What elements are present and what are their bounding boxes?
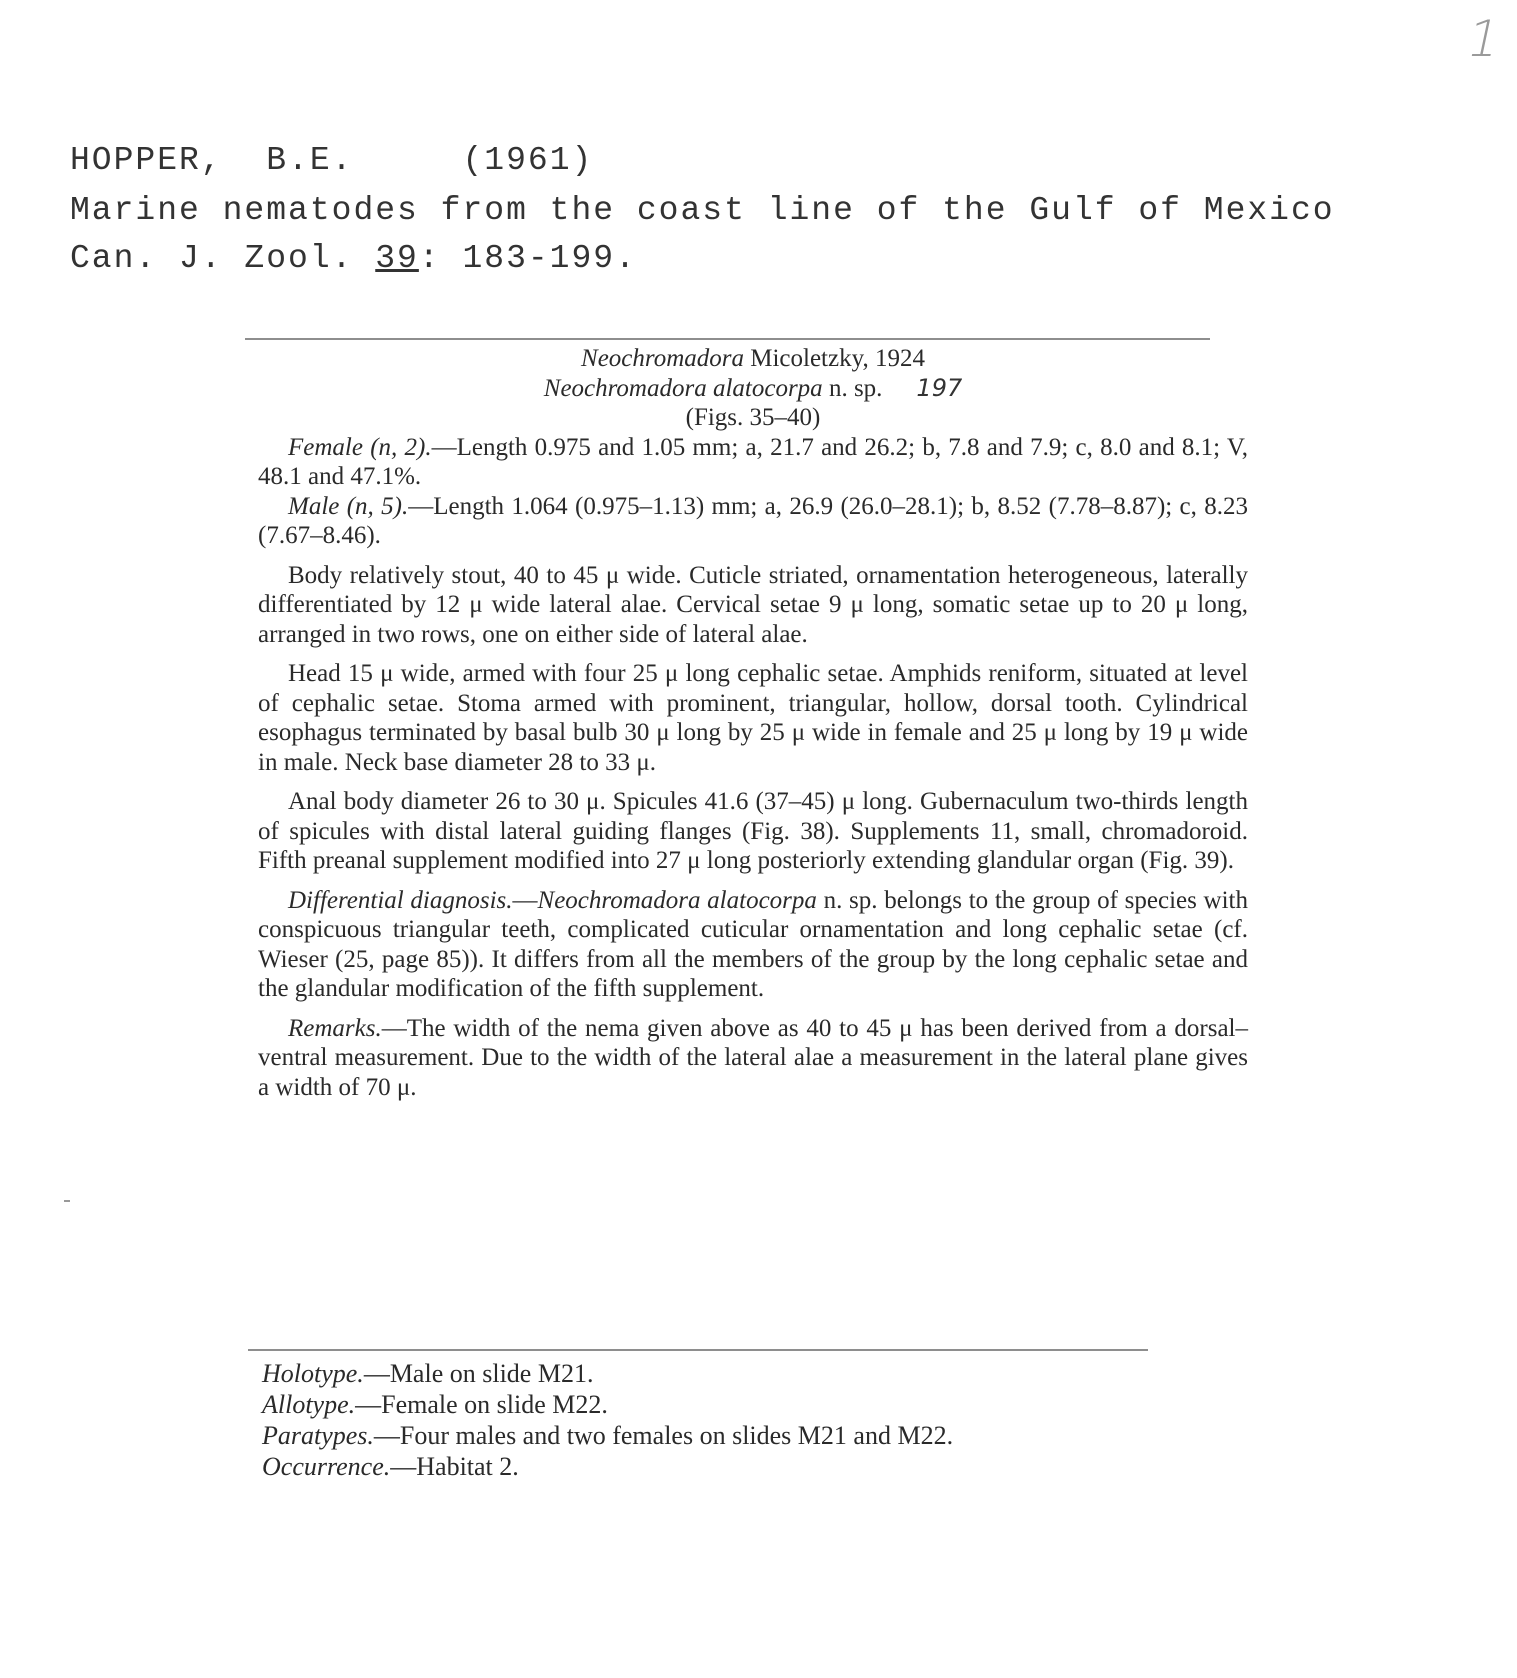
allotype-line xyxy=(262,1389,953,1420)
anal-description: Anal body diameter 26 to 30 μ. Spicules 41.6 (37–45) μ long. Gubernaculum two-thirds length of spicules with distal lateral guiding flanges (Fig. 38). Supplements 11, small, chromadoroid. Fifth preanal supplement modified into 27 μ long posteriorly extending glandular organ (Fig. 39). xyxy=(258,788,1248,874)
genus-author: Micoletzky, 1924 xyxy=(743,345,925,372)
differential-diagnosis xyxy=(258,886,1248,1004)
type-material xyxy=(262,1358,953,1482)
diagnosis-label: Differential diagnosis. xyxy=(288,886,513,914)
figures-ref: (Figs. 35–40) xyxy=(685,404,821,431)
citation-author: HOPPER, B.E. xyxy=(70,142,354,179)
male-measurements xyxy=(258,492,1248,551)
female-label: Female xyxy=(288,433,363,461)
female-n: (n, 2). xyxy=(362,433,432,461)
citation-journal: Can. J. Zool. xyxy=(70,240,376,277)
allotype-label: Allotype. xyxy=(262,1390,356,1419)
citation-author-line xyxy=(70,142,593,179)
citation-journal-line xyxy=(70,240,637,277)
body-description: Body relatively stout, 40 to 45 μ wide. Cuticle striated, ornamentation heterogeneous, laterally differentiated by 12 μ wide lateral alae. Cervical setae 9 μ long, somatic setae up to 20 μ long, arranged in two rows, one on either side of lateral alae. xyxy=(258,561,1248,648)
remarks-text: —The width of the nema given above as 40 to 45 μ has been derived from a dorsal–ventral measurement. Due to the width of the lateral alae a measurement in the lateral plane gives a width of 70 μ. xyxy=(258,1014,1248,1101)
species-heading xyxy=(258,374,1248,404)
corner-page-mark: 1 xyxy=(1461,10,1506,68)
remarks xyxy=(258,1014,1248,1103)
male-n: (n, 5). xyxy=(339,492,409,520)
clipping-body xyxy=(258,344,1248,1102)
footer-rule xyxy=(248,1349,1148,1351)
margin-mark xyxy=(64,1200,70,1202)
allotype-text: —Female on slide M22. xyxy=(355,1390,608,1419)
citation-year: (1961) xyxy=(462,142,594,179)
genus-heading xyxy=(258,344,1248,374)
male-label: Male xyxy=(288,492,340,520)
paratypes-text: —Four males and two females on slides M21 and M22. xyxy=(373,1421,954,1450)
holotype-label: Holotype. xyxy=(262,1359,364,1388)
handwritten-number: 197 xyxy=(916,373,963,402)
species-genus: Neochromadora xyxy=(543,374,707,402)
genus-name: Neochromadora xyxy=(581,345,744,372)
male-text: —Length 1.064 (0.975–1.13) mm; a, 26.9 (26.0–28.1); b, 8.52 (7.78–8.87); c, 8.23 (7.67–8.46). xyxy=(258,492,1249,549)
diagnosis-dash: — xyxy=(512,886,538,914)
occurrence-label: Occurrence. xyxy=(262,1452,391,1481)
citation-pages: : 183-199. xyxy=(418,240,637,277)
holotype-text: —Male on slide M21. xyxy=(363,1359,594,1388)
holotype-line xyxy=(262,1358,953,1389)
diagnosis-species: Neochromadora alatocorpa xyxy=(537,886,817,914)
citation-volume: 39 xyxy=(375,240,419,277)
paratypes-label: Paratypes. xyxy=(262,1421,374,1450)
occurrence-text: —Habitat 2. xyxy=(390,1452,519,1481)
female-measurements xyxy=(258,433,1248,492)
citation-title: Marine nematodes from the coast line of the Gulf of Mexico xyxy=(70,192,1335,229)
species-epithet: alatocorpa xyxy=(706,374,823,402)
diagnosis-text: n. sp. belongs to the group of species with conspicuous triangular teeth, complicated cuticular ornamentation and long cephalic setae (cf. Wieser (25, page 85)). It differs from all the members of the group by the long cephalic setae and the glandular modification of the fifth supplement. xyxy=(258,886,1248,1002)
occurrence-line xyxy=(262,1451,953,1482)
remarks-label: Remarks. xyxy=(288,1014,382,1042)
clipping-top-rule xyxy=(245,338,1210,340)
head-description: Head 15 μ wide, armed with four 25 μ long cephalic setae. Amphids reniform, situated at level of cephalic setae. Stoma armed with prominent, triangular, hollow, dorsal tooth. Cylindrical esophagus terminated by basal bulb 30 μ long by 25 μ wide in female and 25 μ long by 19 μ wide in male. Neck base diameter 28 to 33 μ. xyxy=(258,660,1248,776)
female-text: —Length 0.975 and 1.05 mm; a, 21.7 and 26.2; b, 7.8 and 7.9; c, 8.0 and 8.1; V, 48.1 and 47.1%. xyxy=(258,433,1248,490)
paratypes-line xyxy=(262,1420,953,1451)
species-status: n. sp. xyxy=(822,374,883,402)
